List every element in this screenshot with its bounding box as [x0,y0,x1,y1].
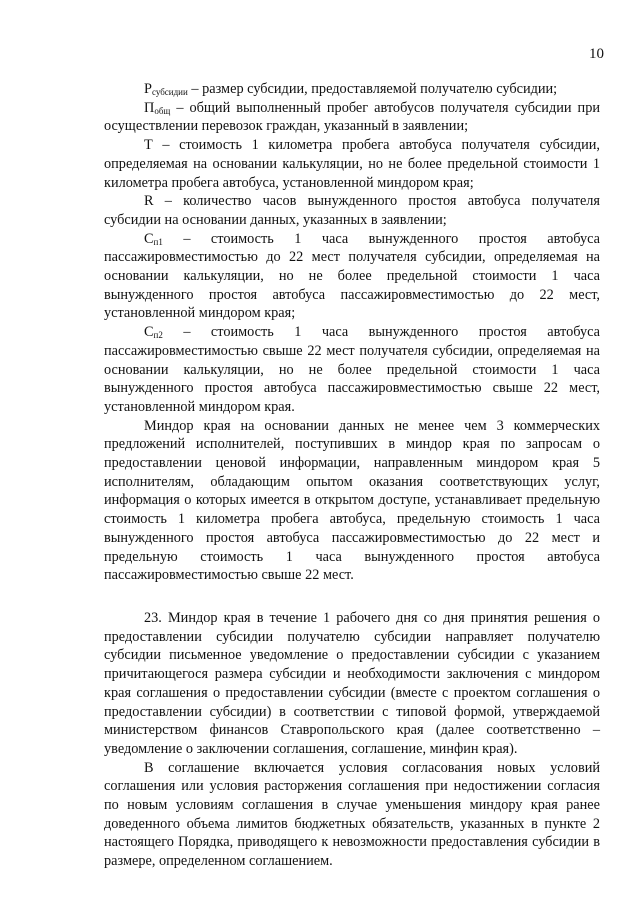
page-number: 10 [589,46,604,62]
paragraph-text: Миндор края на основании данных не менее чем 3 коммерческих предложений исполнителей, поступивших в миндор края по запросам о предоставлении ценовой информации, направленным миндором края 5 исполнителям, обладающим опытом оказания соответствующих услуг, информация о которых имеется в открытом доступе, устанавливает предельную стоимость 1 километра пробега автобуса, предельную стоимость 1 часа вынужденного простоя автобуса пассажировместимостью до 22 мест и предельную стоимость 1 часа вынужденного простоя автобуса пассажировместимостью свыше 22 мест. [104,417,600,584]
formula-subscript: п1 [153,236,163,247]
paragraph-text: – размер субсидии, предоставляемой получателю субсидии; [187,81,558,97]
paragraph-p-total [104,99,600,136]
formula-symbol: С [144,324,154,341]
paragraph-p-subsidy [104,80,600,99]
paragraph-cp1 [104,230,600,324]
paragraph-mindor-pricing [104,417,600,585]
formula-subscript: субсидии [151,87,188,97]
paragraph-text: – стоимость 1 часа вынужденного простоя автобуса пассажировместимостью до 22 мест получателя субсидии, определяемая на основании калькуляции, но не более предельной стоимости 1 часа вынужденного простоя автобуса пассажировместимостью до 22 мест, установленной миндором края; [104,230,600,322]
document-body [104,80,600,871]
paragraph-text: R – количество часов вынужденного простоя автобуса получателя субсидии на основании данных, указанных в заявлении; [104,193,600,228]
paragraph-cp2 [104,323,600,417]
paragraph-text: – стоимость 1 часа вынужденного простоя автобуса пассажировместимостью свыше 22 мест получателя субсидии, определяемая на основании калькуляции, но не более предельной стоимости 1 часа вынужденного простоя автобуса пассажировместимостью свыше 22 мест, установленной миндором края. [104,324,600,415]
paragraph-text: В соглашение включается условия согласования новых условий соглашения или условия расторжения соглашения при недостижении согласия по новым условиям соглашения в случае уменьшения миндору края ранее доведенного объема лимитов бюджетных обязательств, указанных в пункте 2 настоящего Порядка, приводящего к невозможности предоставления субсидии в размере, определенном соглашением. [104,759,600,870]
formula-symbol: С [144,230,154,247]
paragraph-text: – общий выполненный пробег автобусов получателя субсидии при осуществлении перевозок граждан, указанный в заявлении; [104,99,600,135]
formula-subscript: общ [154,105,171,116]
paragraph-text: 23. Миндор края в течение 1 рабочего дня со дня принятия решения о предоставлении субсидии получателю субсидии направляет получателю субсидии письменное уведомление о предоставлении субсидии с указанием причитающегося размера субсидии и необходимости заключения с миндором края соглашения о предоставлении субсидии (вместе с проектом соглашения о предоставлении субсидии) в соответствии с типовой формой, утверждаемой министерством финансов Ставропольского края (далее соответственно – уведомление о заключении соглашения, соглашение, минфин края). [104,609,600,757]
paragraph-t-cost [104,136,600,192]
formula-symbol: П [144,99,155,116]
paragraph-clause-23 [104,609,600,759]
formula-subscript: п2 [153,330,163,341]
section-gap [104,585,600,609]
paragraph-agreement-terms [104,759,600,871]
paragraph-r-hours [104,192,600,229]
formula-symbol: P [144,81,152,97]
paragraph-text: Т – стоимость 1 километра пробега автобуса получателя субсидии, определяемая на основании калькуляции, но не более предельной стоимости 1 километра пробега автобуса, установленной миндором края; [104,137,600,191]
